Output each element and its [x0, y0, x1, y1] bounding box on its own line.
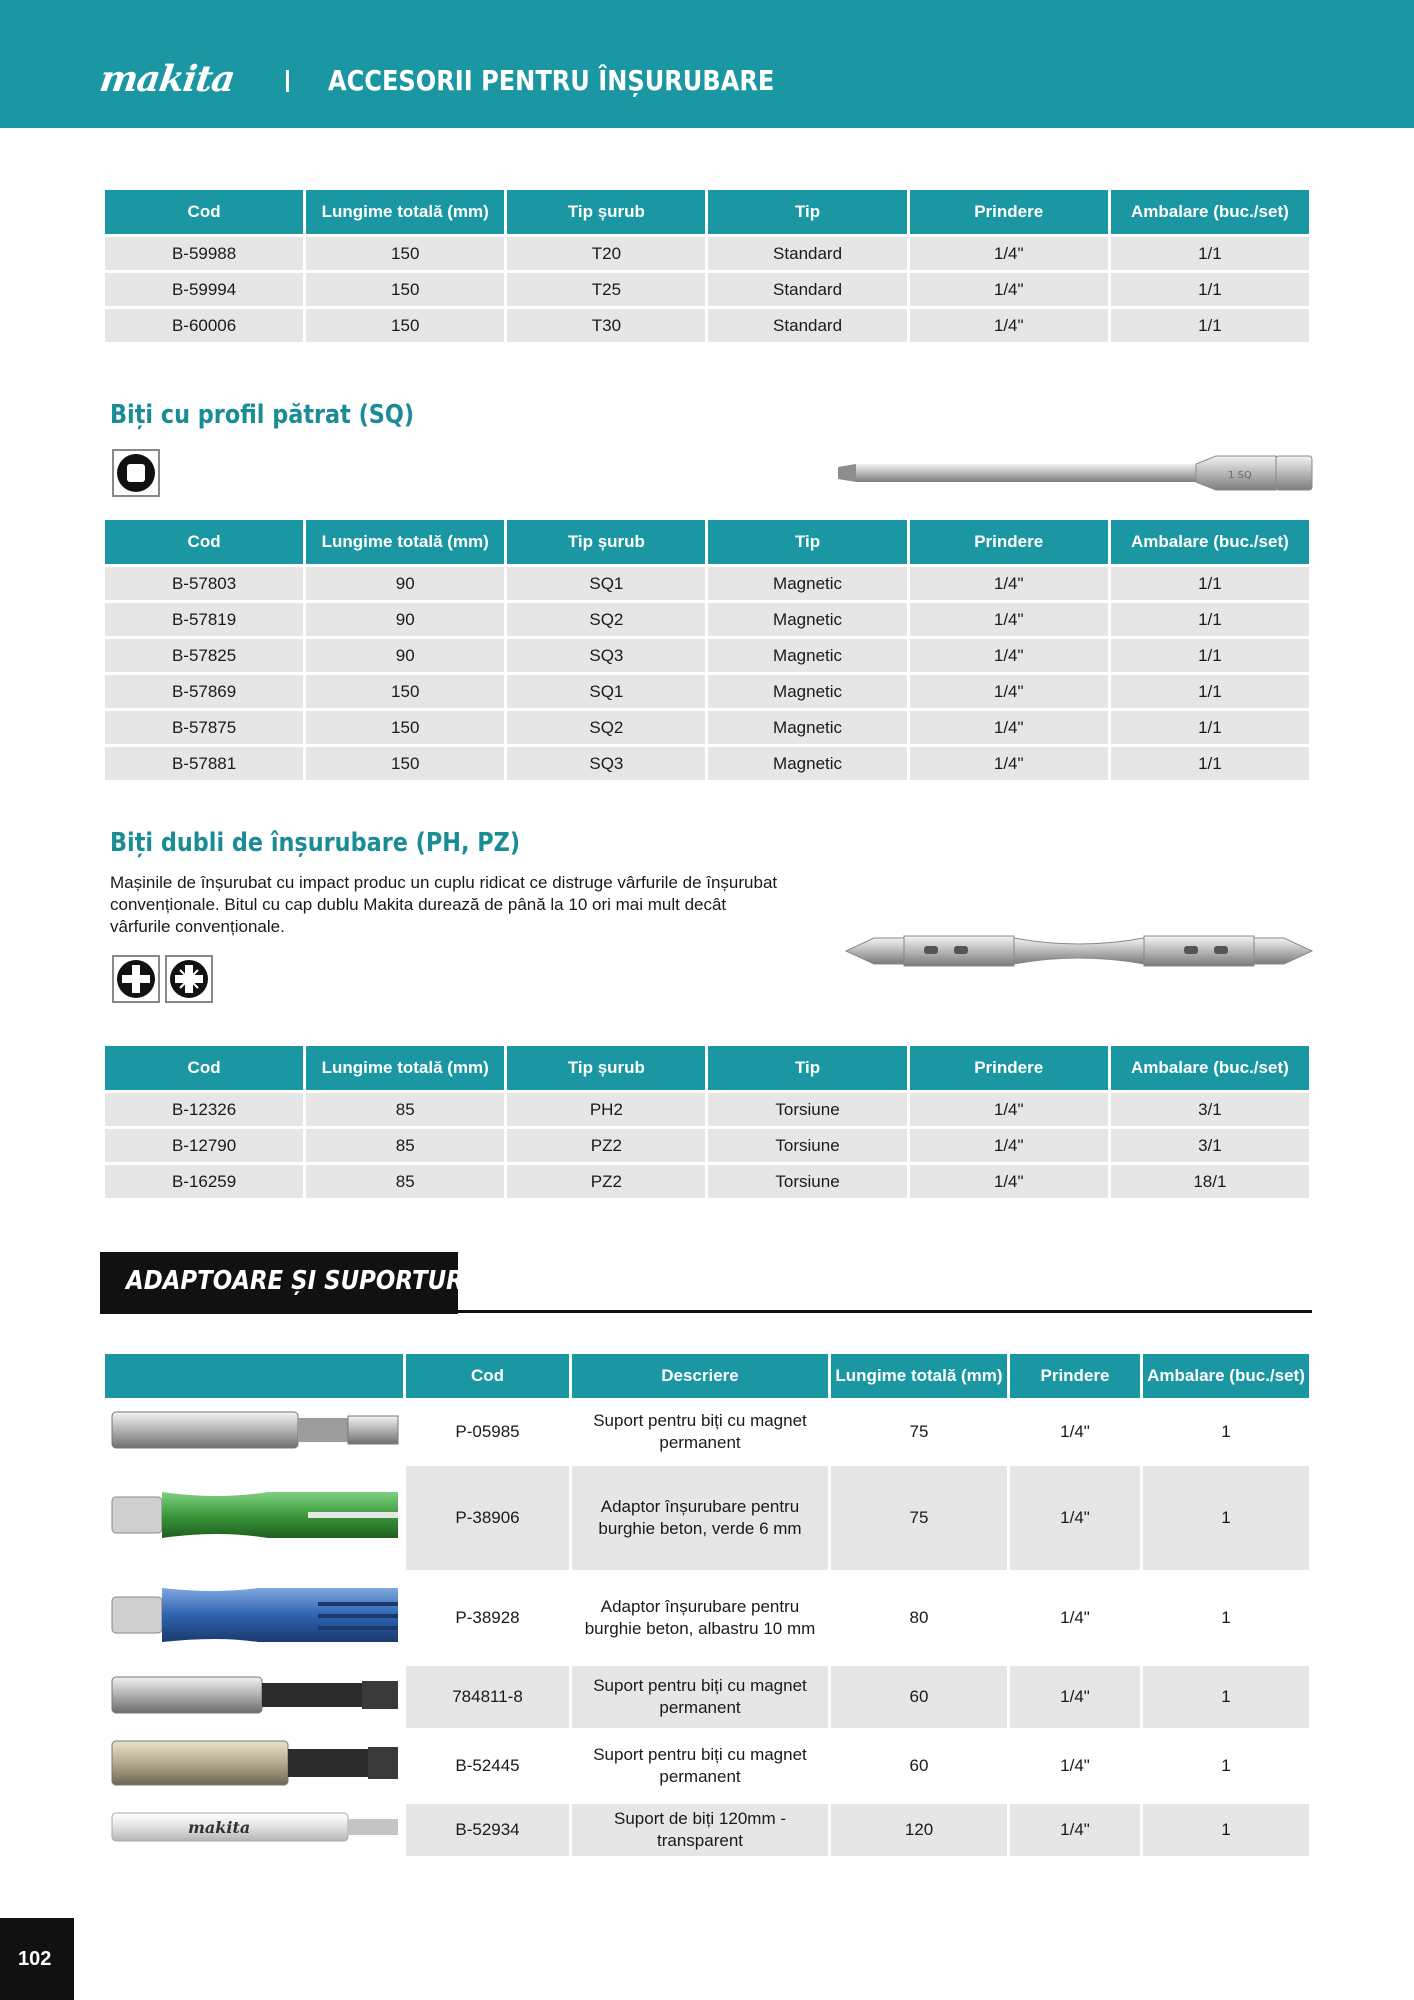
cell-code: B-12326: [105, 1093, 303, 1126]
product-image-cell: [105, 1731, 403, 1801]
cell-grip: 1/4": [1060, 1608, 1090, 1627]
bit-holder-image: [108, 1669, 400, 1719]
table-header-row: [105, 1046, 1309, 1090]
cell-length: 150: [306, 747, 504, 780]
cell-length: 150: [306, 273, 504, 306]
cell-packaging: 1/1: [1111, 309, 1309, 342]
cell-code: B-16259: [105, 1165, 303, 1198]
cell-code: B-57819: [105, 603, 303, 636]
double-bits-table: [102, 1046, 1312, 1198]
cell-code: P-05985: [455, 1422, 520, 1441]
section-title-adapters: ADAPTOARE ȘI SUPORTURI: [126, 1266, 473, 1296]
desc-line: Suport de biți 120mm -: [614, 1809, 786, 1828]
col-code: Cod: [406, 1354, 569, 1398]
cell-type: Magnetic: [708, 603, 906, 636]
col-grip: Prindere: [910, 520, 1108, 564]
cell-packaging: 1: [1221, 1608, 1231, 1627]
cell-length: 150: [306, 309, 504, 342]
desc-line: Suport pentru biți cu magnet: [593, 1411, 807, 1430]
cell-packaging: 1: [1143, 1466, 1309, 1570]
cell-type: Standard: [708, 273, 906, 306]
desc-line: permanent: [659, 1767, 741, 1786]
cell-length: 85: [306, 1165, 504, 1198]
double-bit-image: [844, 926, 1314, 981]
cell-packaging: 1/1: [1111, 603, 1309, 636]
cell-grip: 1/4": [910, 273, 1108, 306]
cell-grip: 1/4": [1010, 1804, 1140, 1856]
desc-line: Adaptor înșurubare pentru: [600, 1597, 800, 1616]
table-row: [105, 1731, 1309, 1801]
cell-screw-type: PH2: [507, 1093, 705, 1126]
cell-type: Torsiune: [708, 1093, 906, 1126]
cell-grip: 1/4": [910, 567, 1108, 600]
cell-screw-type: SQ2: [507, 711, 705, 744]
cell-type: Magnetic: [708, 567, 906, 600]
cell-code: B-57881: [105, 747, 303, 780]
table-row: [105, 1165, 1309, 1198]
cell-packaging: 3/1: [1111, 1093, 1309, 1126]
bit-marking: 1 SQ: [1228, 470, 1252, 481]
description-line: convenționale. Bitul cu cap dublu Makita durează de până la 10 ori mai mult decât: [110, 895, 727, 914]
cell-screw-type: T20: [507, 237, 705, 270]
cell-grip: 1/4": [910, 1093, 1108, 1126]
cell-code: B-12790: [105, 1129, 303, 1162]
desc-line: burghie beton, verde 6 mm: [598, 1519, 802, 1538]
product-image-cell: [105, 1466, 403, 1570]
bit-holder-image: [108, 1404, 400, 1454]
cell-length: 80: [909, 1608, 929, 1627]
section-title-double: Biți dubli de înșurubare (PH, PZ): [110, 828, 521, 858]
col-packaging: Ambalare (buc./set): [1111, 190, 1309, 234]
cell-grip: 1/4": [910, 309, 1108, 342]
table-header-row: [105, 190, 1309, 234]
cell-packaging: 3/1: [1111, 1129, 1309, 1162]
col-code: Cod: [105, 1046, 303, 1090]
col-description: Descriere: [572, 1354, 828, 1398]
cell-length: 150: [306, 711, 504, 744]
cell-code: B-59994: [105, 273, 303, 306]
cell-type: Magnetic: [708, 747, 906, 780]
table-header-row: [105, 520, 1309, 564]
col-length: Lungime totală (mm): [306, 520, 504, 564]
phillips-icon: [112, 955, 160, 1003]
cell-length: 85: [306, 1129, 504, 1162]
product-image-cell: [105, 1401, 403, 1463]
cell-code: P-38906: [406, 1466, 569, 1570]
cell-packaging: 1/1: [1111, 711, 1309, 744]
desc-line: Suport pentru biți cu magnet: [593, 1676, 807, 1695]
square-bits-table: [102, 520, 1312, 780]
table-row: [105, 1466, 1309, 1570]
cell-grip: 1/4": [910, 711, 1108, 744]
cell-length: 120: [831, 1804, 1007, 1856]
col-image: [105, 1354, 403, 1398]
cell-screw-type: SQ2: [507, 603, 705, 636]
table-row: [105, 639, 1309, 672]
col-packaging: Ambalare (buc./set): [1111, 520, 1309, 564]
cell-length: 60: [909, 1756, 929, 1775]
col-length: Lungime totală (mm): [831, 1354, 1007, 1398]
col-code: Cod: [105, 520, 303, 564]
cell-code: B-57875: [105, 711, 303, 744]
table-row: [105, 603, 1309, 636]
cell-code: B-57825: [105, 639, 303, 672]
table-row: [105, 237, 1309, 270]
blue-adapter-image: [108, 1580, 400, 1650]
table-row: [105, 711, 1309, 744]
cell-length: 75: [831, 1466, 1007, 1570]
cell-grip: 1/4": [1060, 1756, 1090, 1775]
col-length: Lungime totală (mm): [306, 1046, 504, 1090]
table-row: [105, 1666, 1309, 1728]
transparent-holder-image: [108, 1807, 400, 1847]
table-row: [105, 1401, 1309, 1463]
cell-grip: 1/4": [910, 1129, 1108, 1162]
desc-line: permanent: [659, 1433, 741, 1452]
cell-grip: 1/4": [910, 1165, 1108, 1198]
cell-packaging: 18/1: [1111, 1165, 1309, 1198]
col-grip: Prindere: [1010, 1354, 1140, 1398]
table-row: [105, 675, 1309, 708]
cell-type: Magnetic: [708, 639, 906, 672]
cell-description: [572, 1401, 828, 1463]
cell-type: Magnetic: [708, 675, 906, 708]
page-title: ACCESORII PENTRU ÎNȘURUBARE: [328, 64, 775, 97]
cell-screw-type: SQ1: [507, 567, 705, 600]
cell-type: Standard: [708, 237, 906, 270]
cell-code: B-57803: [105, 567, 303, 600]
cell-length: 150: [306, 237, 504, 270]
cell-description: [572, 1731, 828, 1801]
page-number-box: [0, 1918, 74, 2000]
product-image-cell: [105, 1573, 403, 1663]
description-line: vârfurile convenționale.: [110, 917, 285, 936]
cell-description: [572, 1804, 828, 1856]
product-image-cell: [105, 1804, 403, 1856]
product-image-cell: [105, 1666, 403, 1728]
holder-brand: makita: [188, 1818, 251, 1837]
cell-screw-type: PZ2: [507, 1129, 705, 1162]
cell-length: 90: [306, 639, 504, 672]
cell-length: 75: [909, 1422, 929, 1441]
green-adapter-image: [108, 1480, 400, 1550]
cell-code: B-60006: [105, 309, 303, 342]
table-row: [105, 567, 1309, 600]
cell-grip: 1/4": [910, 747, 1108, 780]
cell-packaging: 1/1: [1111, 237, 1309, 270]
col-type: Tip: [708, 1046, 906, 1090]
cell-type: Standard: [708, 309, 906, 342]
cell-length: 60: [831, 1666, 1007, 1728]
cell-length: 150: [306, 675, 504, 708]
section-band-adapters: [100, 1252, 473, 1314]
desc-line: Suport pentru biți cu magnet: [593, 1745, 807, 1764]
cell-packaging: 1/1: [1111, 675, 1309, 708]
pozidriv-icon: [165, 955, 213, 1003]
col-length: Lungime totală (mm): [306, 190, 504, 234]
cell-type: Magnetic: [708, 711, 906, 744]
bit-holder-image: [108, 1733, 400, 1793]
cell-grip: 1/4": [1010, 1666, 1140, 1728]
cell-code: B-52934: [406, 1804, 569, 1856]
cell-description: [572, 1466, 828, 1570]
col-type: Tip: [708, 520, 906, 564]
table-row: [105, 1093, 1309, 1126]
cell-length: 85: [306, 1093, 504, 1126]
square-drive-icon: [112, 449, 160, 497]
cell-length: 90: [306, 603, 504, 636]
desc-line: Adaptor înșurubare pentru: [600, 1497, 800, 1516]
section-description: [110, 872, 830, 938]
desc-line: permanent: [659, 1698, 741, 1717]
table-row: [105, 1129, 1309, 1162]
page-number: 102: [18, 1948, 52, 1970]
section-divider: [100, 1310, 1312, 1313]
section-title-sq: Biți cu profil pătrat (SQ): [110, 400, 415, 430]
cell-screw-type: T25: [507, 273, 705, 306]
col-screw-type: Tip șurub: [507, 190, 705, 234]
cell-packaging: 1/1: [1111, 567, 1309, 600]
cell-code: B-52445: [455, 1756, 520, 1775]
cell-screw-type: SQ3: [507, 639, 705, 672]
cell-type: Torsiune: [708, 1129, 906, 1162]
cell-description: [572, 1573, 828, 1663]
description-line: Mașinile de înșurubat cu impact produc un cuplu ridicat ce distruge vârfurile de înșurubat: [110, 873, 778, 892]
cell-length: 90: [306, 567, 504, 600]
table-row: [105, 273, 1309, 306]
cell-packaging: 1/1: [1111, 747, 1309, 780]
cell-grip: 1/4": [910, 237, 1108, 270]
col-grip: Prindere: [910, 190, 1108, 234]
table-row: [105, 747, 1309, 780]
cell-grip: 1/4": [1010, 1466, 1140, 1570]
cell-grip: 1/4": [910, 675, 1108, 708]
table-row: [105, 1804, 1309, 1856]
torx-bits-table: [102, 190, 1312, 342]
cell-packaging: 1/1: [1111, 273, 1309, 306]
cell-packaging: 1: [1221, 1756, 1231, 1775]
adapters-table: [102, 1354, 1312, 1856]
cell-grip: 1/4": [1060, 1422, 1090, 1441]
table-row: [105, 309, 1309, 342]
cell-packaging: 1: [1221, 1422, 1231, 1441]
cell-code: B-57869: [105, 675, 303, 708]
col-code: Cod: [105, 190, 303, 234]
col-packaging: Ambalare (buc./set): [1143, 1354, 1309, 1398]
cell-code: 784811-8: [406, 1666, 569, 1728]
page-header: [0, 0, 1414, 128]
col-grip: Prindere: [910, 1046, 1108, 1090]
cell-code: B-59988: [105, 237, 303, 270]
square-bit-image: [836, 452, 1316, 499]
table-header-row: [105, 1354, 1309, 1398]
cell-type: Torsiune: [708, 1165, 906, 1198]
cell-description: [572, 1666, 828, 1728]
col-screw-type: Tip șurub: [507, 520, 705, 564]
header-separator: [286, 70, 289, 92]
cell-packaging: 1: [1143, 1804, 1309, 1856]
cell-screw-type: SQ3: [507, 747, 705, 780]
cell-screw-type: PZ2: [507, 1165, 705, 1198]
cell-packaging: 1/1: [1111, 639, 1309, 672]
col-screw-type: Tip șurub: [507, 1046, 705, 1090]
col-type: Tip: [708, 190, 906, 234]
cell-grip: 1/4": [910, 603, 1108, 636]
cell-packaging: 1: [1143, 1666, 1309, 1728]
cell-screw-type: T30: [507, 309, 705, 342]
makita-logo: makita: [97, 58, 237, 100]
desc-line: burghie beton, albastru 10 mm: [584, 1619, 816, 1638]
col-packaging: Ambalare (buc./set): [1111, 1046, 1309, 1090]
cell-screw-type: SQ1: [507, 675, 705, 708]
desc-line: transparent: [657, 1831, 743, 1850]
table-row: [105, 1573, 1309, 1663]
cell-grip: 1/4": [910, 639, 1108, 672]
cell-code: P-38928: [455, 1608, 520, 1627]
